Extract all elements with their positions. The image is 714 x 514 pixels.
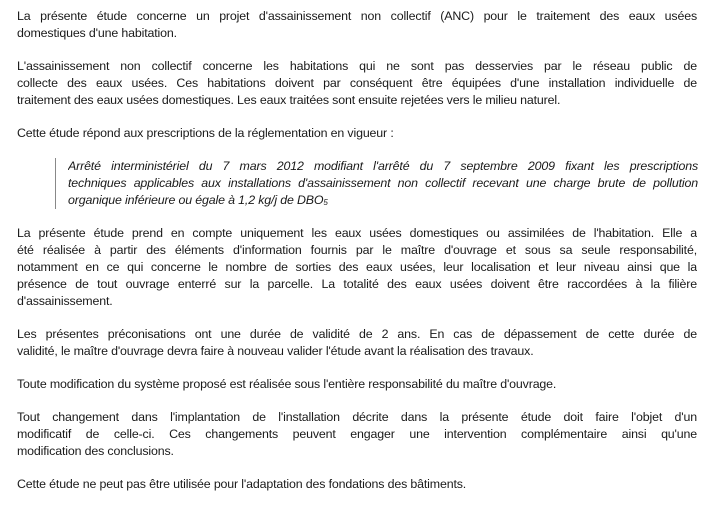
paragraphs-intro (17, 8, 697, 142)
quote-line (68, 192, 698, 209)
paragraph-line: Les présentes préconisations ont une durée de validité de 2 ans. En cas de dépassement de cette durée de (17, 327, 697, 341)
paragraph-line: collecte des eaux usées. Ces habitations doivent par conséquent être équipées d'une installation individuelle de (17, 76, 697, 90)
quote-last-line: organique inférieure ou égale à 1,2 kg/j de DBO (68, 193, 324, 207)
paragraph-line: La présente étude prend en compte uniquement les eaux usées domestiques ou assimilées de l'habitation. Elle a (17, 226, 697, 240)
paragraph-line: Tout changement dans l'implantation de l'installation décrite dans la présente étude doit faire l'objet d'un (17, 410, 697, 424)
paragraph (17, 326, 697, 360)
document-body (17, 8, 697, 509)
paragraph-line: validité, le maître d'ouvrage devra faire à nouveau valider l'étude avant la réalisation des travaux. (17, 344, 534, 358)
paragraph (17, 8, 697, 42)
quote-line: techniques applicables aux installations d'assainissement non collectif recevant une charge brute de pollution (68, 176, 698, 190)
paragraph (17, 58, 697, 109)
paragraph-line: notamment en ce qui concerne le nombre de sorties des eaux usées, leur localisation et leur niveau ainsi que la (17, 260, 697, 274)
paragraph (17, 409, 697, 460)
paragraph-line: traitement des eaux usées domestiques. Les eaux traitées sont ensuite rejetées vers le milieu naturel. (17, 93, 561, 107)
paragraph-line: Cette étude répond aux prescriptions de la réglementation en vigueur : (17, 126, 394, 140)
paragraph-line: La présente étude concerne un projet d'assainissement non collectif (ANC) pour le traitement des eaux usées (17, 9, 697, 23)
paragraph-line: domestiques d'une habitation. (17, 26, 177, 40)
paragraph-line: été réalisée à partir des éléments d'information fournis par le maître d'ouvrage et sous sa seule responsabilité, (17, 243, 697, 257)
paragraph-line: présence de tout ouvrage enterré sur la parcelle. La totalité des eaux usées doivent être raccordées à la filière (17, 277, 697, 291)
paragraph-line: modificatif de celle-ci. Ces changements peuvent engager une intervention complémentaire ainsi qu'une (17, 427, 697, 441)
paragraphs-conditions (17, 225, 697, 493)
paragraph (17, 476, 697, 493)
regulation-quote (55, 158, 698, 209)
quote-subscript: 5 (323, 198, 328, 207)
paragraph (17, 125, 697, 142)
paragraph-line: modification des conclusions. (17, 444, 174, 458)
paragraph-line: Cette étude ne peut pas être utilisée pour l'adaptation des fondations des bâtiments. (17, 477, 467, 491)
paragraph (17, 225, 697, 310)
paragraph-line: Toute modification du système proposé est réalisée sous l'entière responsabilité du maître d'ouvrage. (17, 377, 557, 391)
paragraph-line: d'assainissement. (17, 294, 113, 308)
quote-line: Arrêté interministériel du 7 mars 2012 modifiant l'arrêté du 7 septembre 2009 fixant les prescriptions (68, 159, 698, 173)
paragraph-line: L'assainissement non collectif concerne les habitations qui ne sont pas desservies par le réseau public de (17, 59, 697, 73)
paragraph (17, 376, 697, 393)
